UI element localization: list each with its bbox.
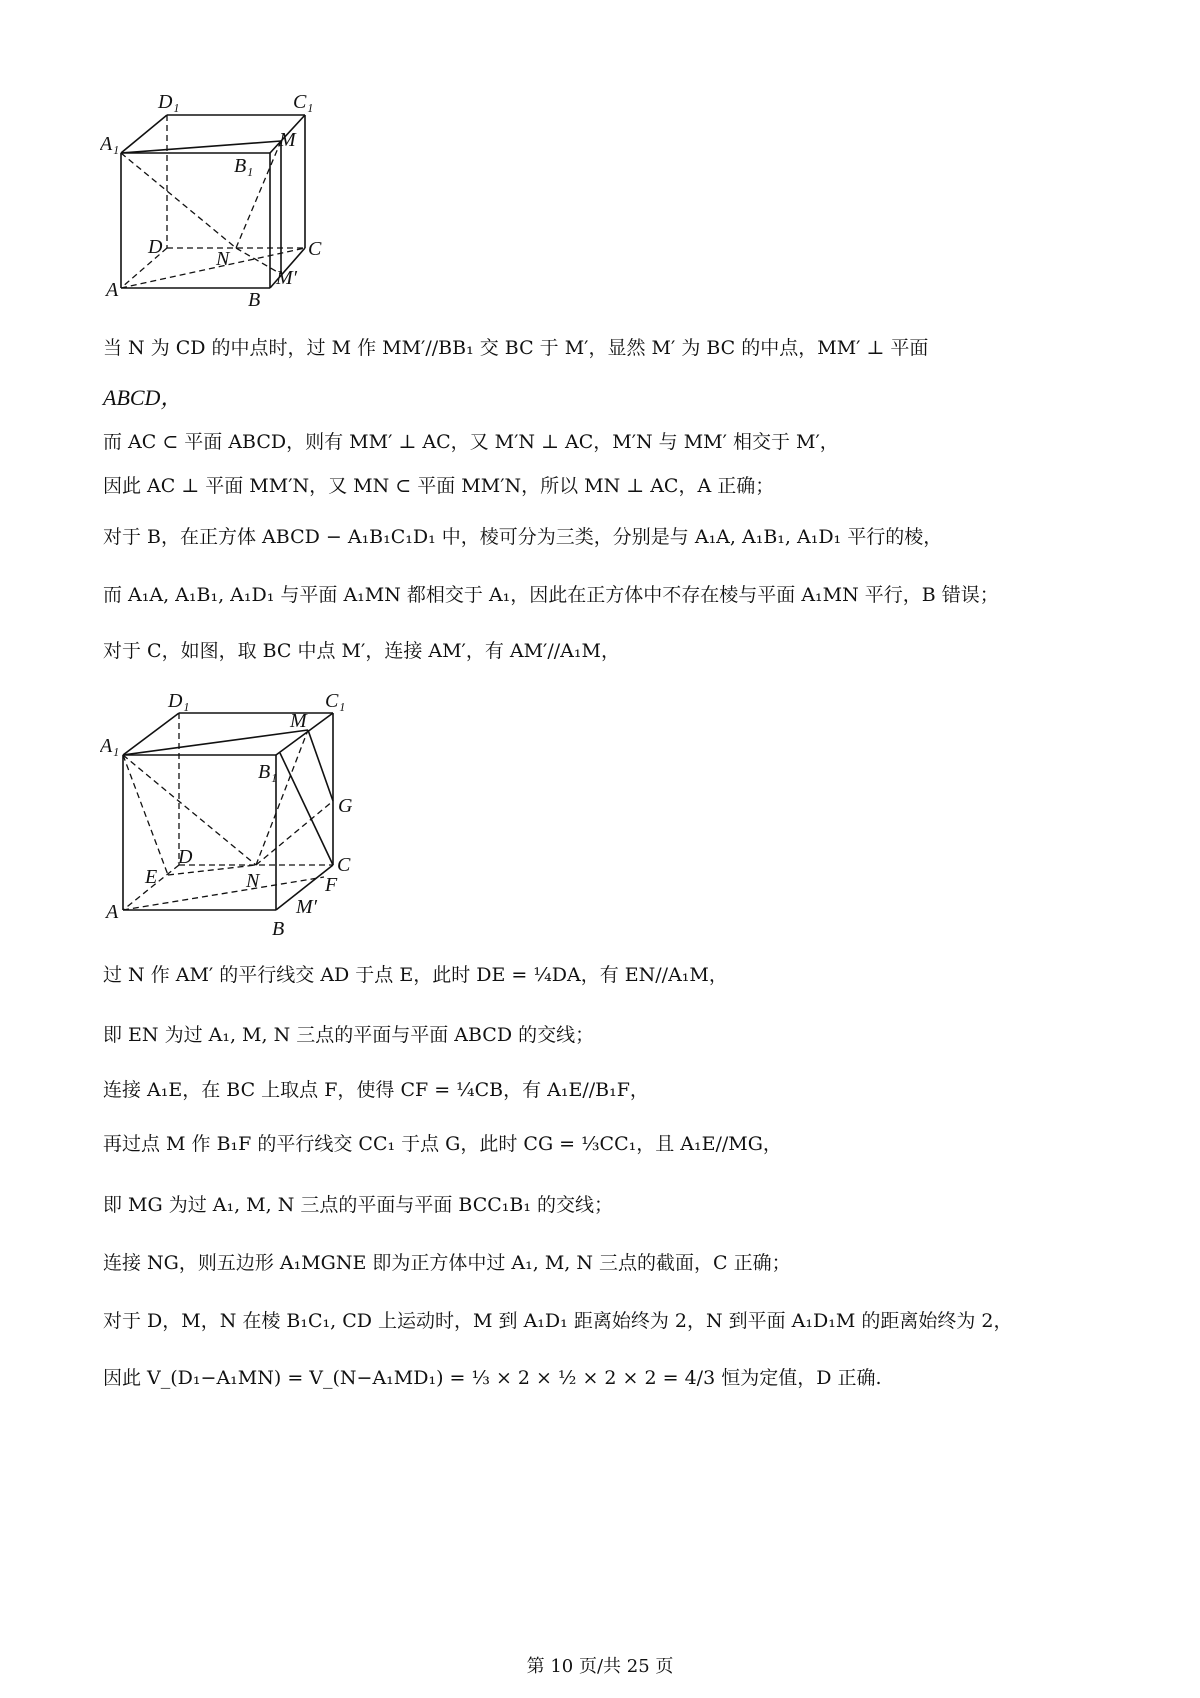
- label-B: B: [248, 289, 261, 311]
- text-line-8: 过 N 作 AM′ 的平行线交 AD 于点 E，此时 DE = ¼DA，有 EN//A₁M，: [103, 964, 728, 986]
- label-E: E: [145, 866, 158, 888]
- label-A: A: [106, 279, 119, 301]
- text-line-10: 连接 A₁E，在 BC 上取点 F，使得 CF = ¼CB，有 A₁E//B₁F，: [103, 1079, 649, 1101]
- text-line-6: 而 A₁A, A₁B₁, A₁D₁ 与平面 A₁MN 都相交于 A₁，因此在正方体中不存在棱与平面 A₁MN 平行，B 错误；: [103, 584, 999, 606]
- label-A1: A₁: [100, 133, 120, 155]
- label-B: B: [272, 918, 285, 940]
- label-C: C: [308, 238, 322, 260]
- label-D1: D₁: [168, 690, 190, 712]
- label-C1: C₁: [293, 91, 314, 113]
- label-C: C: [337, 854, 351, 876]
- text-line-14: 对于 D，M，N 在棱 B₁C₁, CD 上运动时，M 到 A₁D₁ 距离始终为 2，N 到平面 A₁D₁M 的距离始终为 2，: [103, 1310, 1013, 1332]
- text-line-11: 再过点 M 作 B₁F 的平行线交 CC₁ 于点 G，此时 CG = ⅓CC₁，且 A₁E//MG，: [103, 1133, 782, 1155]
- label-N: N: [246, 870, 260, 892]
- text-line-5: 对于 B，在正方体 ABCD − A₁B₁C₁D₁ 中，棱可分为三类，分别是与 A₁A, A₁B₁, A₁D₁ 平行的棱，: [103, 526, 943, 548]
- label-C1: C₁: [325, 690, 346, 712]
- text-line-3: 而 AC ⊂ 平面 ABCD，则有 MM′ ⊥ AC，又 M′N ⊥ AC，M′N 与 MM′ 相交于 M′，: [103, 431, 839, 453]
- label-A: A: [106, 901, 119, 923]
- label-N: N: [216, 248, 230, 270]
- label-D: D: [148, 236, 163, 258]
- label-G: G: [338, 795, 353, 817]
- cube-figure-1: [100, 90, 360, 320]
- label-F: F: [325, 874, 338, 896]
- label-B1: B₁: [258, 761, 278, 783]
- text-line-15: 因此 V_(D₁−A₁MN) = V_(N−A₁MD₁) = ⅓ × 2 × ½ × 2 × 2 = 4/3 恒为定值，D 正确.: [103, 1367, 882, 1389]
- page-footer: 第 10 页/共 25 页: [526, 1656, 674, 1677]
- text-line-7: 对于 C，如图，取 BC 中点 M′，连接 AM′，有 AM′//A₁M，: [103, 640, 620, 662]
- cube-figure-2: [100, 685, 380, 950]
- text-line-1: 当 N 为 CD 的中点时，过 M 作 MM′//BB₁ 交 BC 于 M′，显然 M′ 为 BC 的中点，MM′ ⊥ 平面: [103, 337, 929, 359]
- label-M: M: [279, 129, 296, 151]
- label-A1: A₁: [100, 735, 120, 757]
- text-line-13: 连接 NG，则五边形 A₁MGNE 即为正方体中过 A₁, M, N 三点的截面，C 正确；: [103, 1252, 791, 1274]
- text-line-12: 即 MG 为过 A₁, M, N 三点的平面与平面 BCC₁B₁ 的交线；: [103, 1194, 614, 1216]
- label-M: M: [290, 710, 307, 732]
- label-M-prime: M′: [296, 896, 318, 918]
- text-line-2: ABCD，: [103, 385, 183, 410]
- label-D1: D₁: [158, 91, 180, 113]
- text-line-4: 因此 AC ⊥ 平面 MM′N，又 MN ⊂ 平面 MM′N，所以 MN ⊥ AC，A 正确；: [103, 475, 775, 497]
- label-D: D: [178, 846, 193, 868]
- label-M-prime: M′: [276, 267, 298, 289]
- text-line-9: 即 EN 为过 A₁, M, N 三点的平面与平面 ABCD 的交线；: [103, 1024, 595, 1046]
- label-B1: B₁: [234, 155, 254, 177]
